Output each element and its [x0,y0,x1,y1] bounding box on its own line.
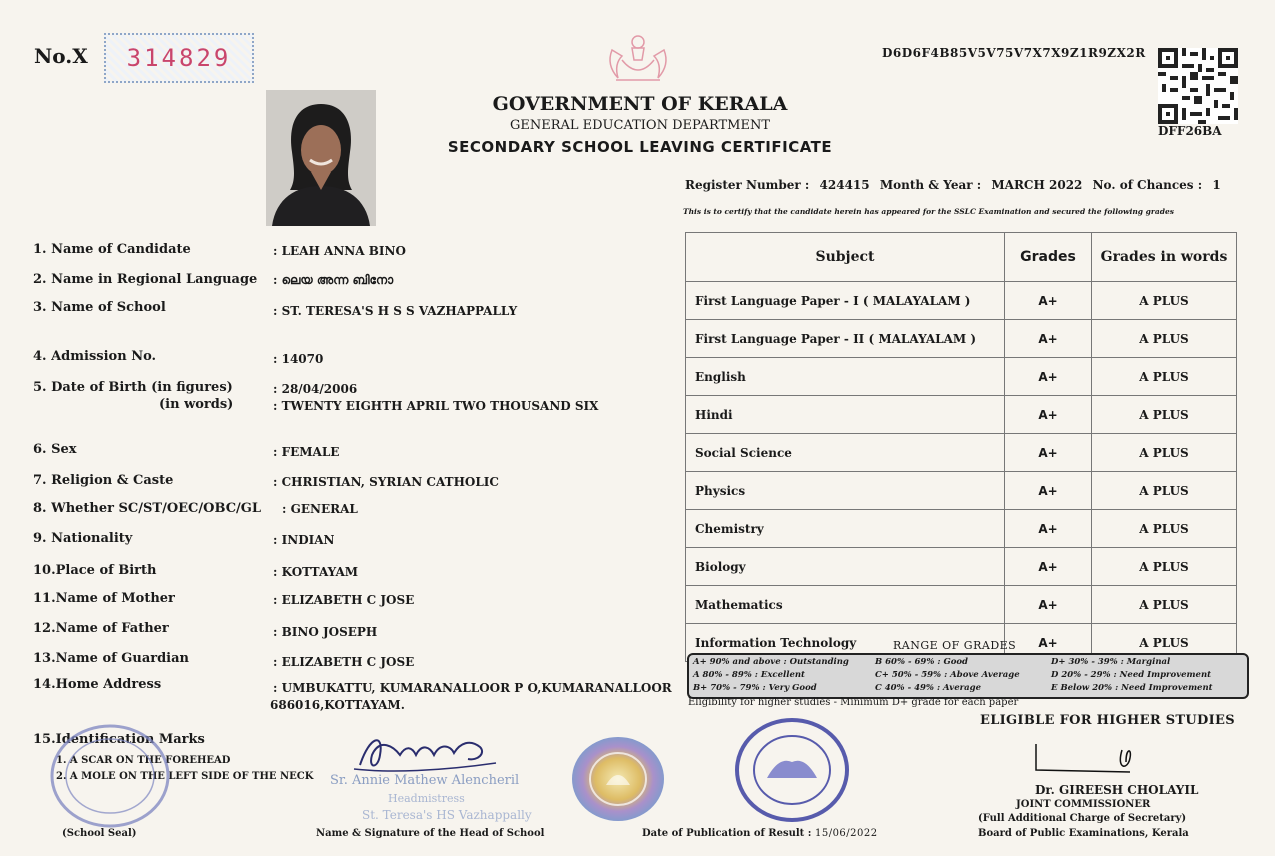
table-row [686,320,1237,358]
range-entry: B 60% - 69% : Good [875,657,968,667]
detail-label: 5. Date of Birth (in figures) [33,380,233,395]
table-row [686,586,1237,624]
joint-commissioner-name: Dr. GIREESH CHOLAYIL [1035,783,1199,797]
detail-label: 3. Name of School [33,300,166,315]
document-code: D6D6F4B85V5V75V7X7X9Z1R9ZX2R [882,46,1146,60]
department-name: GENERAL EDUCATION DEPARTMENT [509,118,771,133]
subject-cell: Biology [686,548,1005,586]
table-row [686,396,1237,434]
head-of-school-caption: Name & Signature of the Head of School [316,828,545,839]
certificate-title: SECONDARY SCHOOL LEAVING CERTIFICATE [447,138,833,156]
joint-commissioner-board: Board of Public Examinations, Kerala [978,828,1189,839]
detail-label: 10.Place of Birth [33,563,157,578]
table-row [686,510,1237,548]
grade-cell: A+ [1005,358,1092,396]
qr-code-icon [1158,48,1238,124]
joint-commissioner-title: JOINT COMMISSIONER [1016,799,1151,810]
grade-cell: A+ [1005,624,1092,662]
grade-words-cell: A PLUS [1092,586,1237,624]
detail-label: 2. Name in Regional Language [33,272,258,287]
detail-value: : CHRISTIAN, SYRIAN CATHOLIC [273,475,499,489]
detail-label: 11.Name of Mother [33,591,175,606]
detail-label: 12.Name of Father [33,621,169,636]
candidate-photo [266,90,376,226]
school-seal-icon [48,718,178,828]
detail-value: : ELIZABETH C JOSE [273,593,415,607]
grade-cell: A+ [1005,434,1092,472]
range-entry: C 40% - 49% : Average [875,683,981,693]
subject-cell: English [686,358,1005,396]
subject-cell: First Language Paper - II ( MALAYALAM ) [686,320,1005,358]
table-row [686,548,1237,586]
range-entry: C+ 50% - 59% : Above Average [875,670,1020,680]
detail-value: : 28/04/2006 [273,382,358,396]
detail-value: : 14070 [273,352,324,366]
document-title: GOVERNMENT OF KERALA [492,93,788,115]
table-row [686,358,1237,396]
detail-value: : GENERAL [282,502,358,516]
detail-value: : ST. TERESA'S H S S VAZHAPPALLY [273,304,518,318]
detail-label: 8. Whether SC/ST/OEC/OBC/GL [33,501,262,516]
publication-date-label: Date of Publication of Result : [642,828,812,839]
identification-mark: 1. A SCAR ON THE FOREHEAD [56,755,231,766]
school-seal-label: (School Seal) [62,828,137,839]
grade-cell: A+ [1005,548,1092,586]
subject-cell: Social Science [686,434,1005,472]
grade-cell: A+ [1005,510,1092,548]
detail-label: 7. Religion & Caste [33,473,174,488]
subject-cell: Information Technology [686,624,1005,662]
range-of-grades-legend [687,653,1249,699]
grade-cell: A+ [1005,320,1092,358]
publication-date [642,828,878,839]
register-info [685,178,1227,192]
grade-words-cell: A PLUS [1092,434,1237,472]
subject-cell: Hindi [686,396,1005,434]
identification-mark: 2. A MOLE ON THE LEFT SIDE OF THE NECK [56,771,314,782]
column-header-grades-in-words: Grades in words [1092,233,1237,282]
eligibility-note: Eligibility for higher studies - Minimum D+ grade for each paper [688,697,1019,708]
certificate-number-prefix: No.X [34,44,88,68]
grade-cell: A+ [1005,586,1092,624]
range-entry: B+ 70% - 79% : Very Good [693,683,817,693]
detail-label: 14.Home Address [33,677,162,692]
detail-value: : UMBUKATTU, KUMARANALLOOR P O,KUMARANALLOOR [273,681,672,695]
head-of-school-school: St. Teresa's HS Vazhappally [362,808,532,822]
grades-table [685,232,1237,662]
identification-marks-title: 15.Identification Marks [33,732,205,747]
detail-value: : LEAH ANNA BINO [273,244,406,258]
detail-value: : FEMALE [273,445,340,459]
detail-value: : BINO JOSEPH [273,625,378,639]
eligibility-status: ELIGIBLE FOR HIGHER STUDIES [980,713,1235,728]
detail-label: 1. Name of Candidate [33,242,191,257]
subject-cell: First Language Paper - I ( MALAYALAM ) [686,282,1005,320]
range-entry: A+ 90% and above : Outstanding [693,657,849,667]
detail-label: 13.Name of Guardian [33,651,189,666]
table-row [686,472,1237,510]
grade-cell: A+ [1005,282,1092,320]
grade-words-cell: A PLUS [1092,320,1237,358]
grade-words-cell: A PLUS [1092,358,1237,396]
head-of-school-name: Sr. Annie Mathew Alencheril [330,773,520,788]
column-header-grades: Grades [1005,233,1092,282]
month-year-value: MARCH 2022 [991,178,1083,192]
month-year-label: Month & Year : [879,178,982,192]
hologram-seal-icon [570,735,666,823]
detail-value: : ELIZABETH C JOSE [273,655,415,669]
certificate-number: 314829 [104,33,254,83]
detail-value: : INDIAN [273,533,335,547]
board-seal-icon [733,716,851,824]
chances-label: No. of Chances : [1092,178,1203,192]
table-row [686,282,1237,320]
range-entry: D 20% - 29% : Need Improvement [1051,670,1212,680]
subject-cell: Chemistry [686,510,1005,548]
grade-words-cell: A PLUS [1092,396,1237,434]
detail-value: : TWENTY EIGHTH APRIL TWO THOUSAND SIX [273,399,599,413]
grade-words-cell: A PLUS [1092,548,1237,586]
subject-cell: Mathematics [686,586,1005,624]
grade-words-cell: A PLUS [1092,510,1237,548]
detail-value: : ലെയ അന്ന ബിനോ [273,273,394,287]
candidate-portrait-image [266,90,376,226]
range-of-grades-title: RANGE OF GRADES [893,639,1017,652]
headmistress-signature-icon [350,725,500,775]
detail-label: 6. Sex [33,442,77,457]
head-of-school-role: Headmistress [388,792,465,805]
detail-value: : KOTTAYAM [273,565,359,579]
chances-value: 1 [1212,178,1221,192]
grade-cell: A+ [1005,396,1092,434]
grade-cell: A+ [1005,472,1092,510]
grade-words-cell: A PLUS [1092,282,1237,320]
register-number-value: 424415 [819,178,870,192]
detail-value: 686016,KOTTAYAM. [270,698,405,712]
grade-words-cell: A PLUS [1092,472,1237,510]
publication-date-value: 15/06/2022 [814,828,878,839]
grade-words-cell: A PLUS [1092,624,1237,662]
table-header-row [686,233,1237,282]
table-row [686,434,1237,472]
joint-commissioner-charge: (Full Additional Charge of Secretary) [978,813,1187,824]
detail-label: (in words) [159,397,234,412]
subject-cell: Physics [686,472,1005,510]
certify-statement: This is to certify that the candidate herein has appeared for the SSLC Examination and secured the following grades [683,207,1174,216]
range-entry: A 80% - 89% : Excellent [693,670,805,680]
kerala-emblem-icon [592,30,684,86]
range-entry: D+ 30% - 39% : Marginal [1051,657,1171,667]
joint-commissioner-signature-icon [1030,740,1140,780]
qr-code-label: DFF26BA [1158,124,1222,138]
column-header-subject: Subject [686,233,1005,282]
range-entry: E Below 20% : Need Improvement [1051,683,1213,693]
detail-label: 9. Nationality [33,531,133,546]
detail-label: 4. Admission No. [33,349,157,364]
register-number-label: Register Number : [685,178,810,192]
